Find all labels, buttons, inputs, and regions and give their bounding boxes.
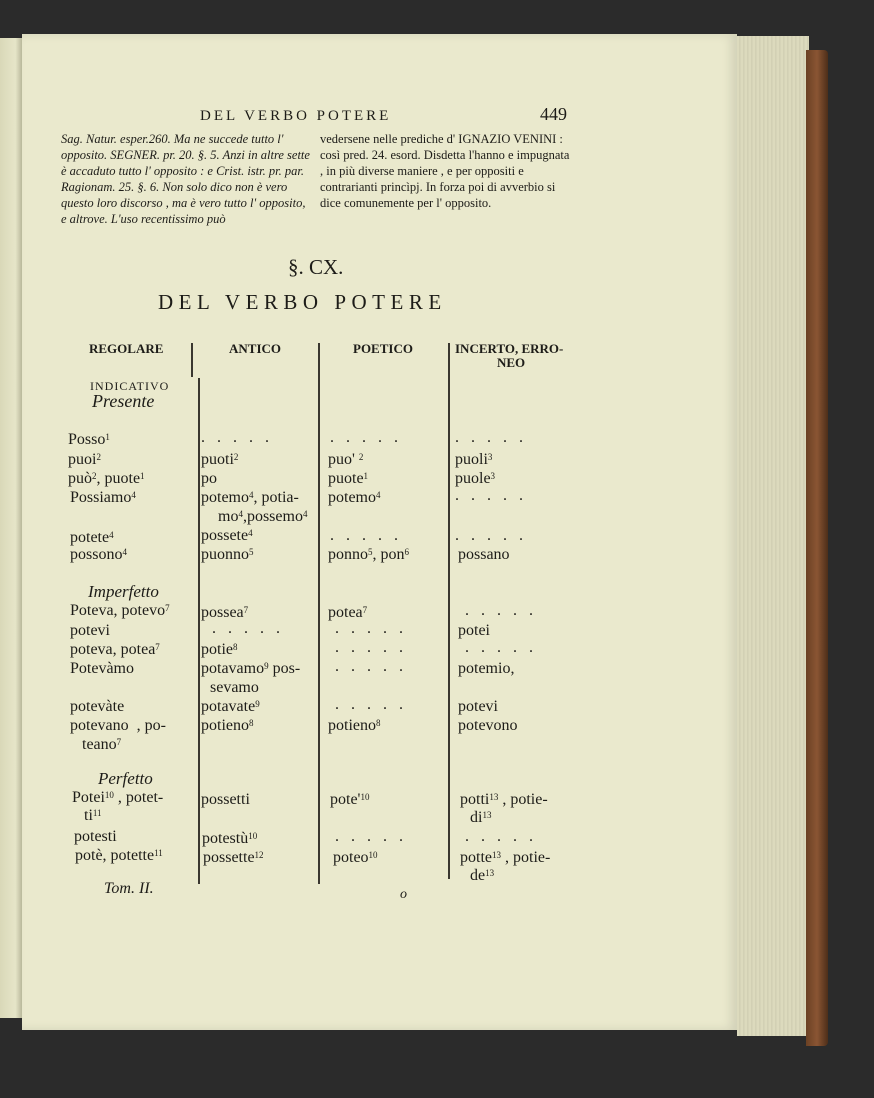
cell: Potevàmo [70,660,134,677]
cell: potevano , po- [70,717,166,734]
running-head: DEL VERBO POTERE [200,108,392,124]
rule-3 [448,343,450,879]
cell: Poteva, potevo$^7$ [70,602,170,619]
rule-1b [198,378,200,884]
section-title: DEL VERBO POTERE [158,290,447,314]
cell: $ti^{11}$ [84,807,102,824]
cell: puole$^3$ [455,470,496,487]
cell: potieno$^8$ [201,717,254,734]
dots: . . . . . [212,620,284,637]
dots: . . . . . [330,527,402,544]
cell-possof: Posso$^1$ [68,431,110,448]
cell: può$^2$, puote$^1$ [68,470,145,487]
dots: . . . . . [335,620,407,637]
cell: potesti [74,828,117,845]
footnote-left: Sag. Natur. esper.260. Ma ne succede tutto l' opposito. SEGNER. pr. 20. §. 5. Anzi in altre sette è accaduto tutto l' opposito : e Crist. istr. pr. par. Ragionam. 25. §. 6. Non solo dico non è vero questo loro discorso , ma è vero tutto l' opposito, e altrove. L'uso recentissimo può [61,132,310,226]
page-edge-stack [737,36,809,1036]
cell: puoti$^2$ [201,451,239,468]
cell: potieno$^8$ [328,717,381,734]
tense-presente: Presente [92,391,155,411]
cell: puote$^1$ [328,470,369,487]
cell: potavate$^9$ [201,698,260,715]
cell: $mo^4,possemo^4$ [218,508,308,525]
cell: $de^{13}$ [470,867,495,884]
cell: potete$^4$ [70,529,114,546]
cell: potè, potette$^{11}$ [75,847,163,864]
dots: . . . . . [335,639,407,656]
left-page-edge [0,38,22,1018]
cell: $pote'^{10}$ [330,791,370,808]
col-head-erroneo: NEO [497,355,526,370]
col-head-antico: ANTICO [229,341,282,356]
cell: possono$^4$ [70,546,127,563]
col-head-incerto: INCERTO, ERRO- [455,341,564,356]
cell: potemio, [458,660,515,677]
cell: possea$^7$ [201,604,249,621]
cell: potevàte [70,698,125,715]
cell: puoli$^3$ [455,451,493,468]
cell: potevono [458,717,518,734]
cell: sevamo [210,679,259,696]
cell: puonno$^5$ [201,546,254,563]
cell: potti$^{13}$ , potie- [460,791,548,808]
tense-perfetto: Perfetto [98,769,153,788]
cell: possette$^{12}$ [203,849,264,866]
dots: . . . . . [465,828,537,845]
footer-volume: Tom. II. [104,880,154,897]
dots: . . . . . [330,429,402,446]
cell: potevi [70,622,110,639]
cell: poteo$^{10}$ [333,849,378,866]
cell: po [201,470,217,487]
dots: . . . . . [455,527,527,544]
dots: . . . . . [335,658,407,675]
footer-signature: o [400,887,407,902]
dots: . . . . . [455,429,527,446]
tense-imperfetto: Imperfetto [88,582,159,601]
rule-1a [191,343,193,377]
cell: potte$^{13}$ , potie- [460,849,551,866]
dots: . . . . . [465,602,537,619]
col-head-regolare: REGOLARE [89,341,164,356]
cell: puoi$^2$ [68,451,101,468]
section-number: §. CX. [288,255,344,279]
cell: potevi [458,698,498,715]
cell: potie$^8$ [201,641,238,658]
cell: potestù$^{10}$ [202,830,258,847]
mood-label: INDICATIVO [90,379,170,393]
book-cover-edge [806,50,828,1046]
cell: puo' $^2$ [328,451,364,468]
cell: potavamo$^9$ pos- [201,660,301,677]
cell: Potei$^{10}$ , potet- [72,789,164,806]
cell: teano$^7$ [82,736,122,753]
cell: Possiamo$^4$ [70,489,136,506]
page-number: 449 [540,104,567,124]
dots: . . . . . [465,639,537,656]
cell: potemo$^4$ [328,489,381,506]
cell: $di^{13}$ [470,809,492,826]
cell: possete$^4$ [201,527,253,544]
rule-2 [318,343,320,884]
dots: . . . . . [335,696,407,713]
cell: potea$^7$ [328,604,368,621]
dots: . . . . . [455,487,527,504]
cell: potei [458,622,490,639]
cell: potemo$^4$, potia- [201,489,299,506]
col-head-poetico: POETICO [353,341,413,356]
dots: . . . . . [335,828,407,845]
cell: poteva, potea$^7$ [70,641,160,658]
dots: . . . . . [201,429,273,446]
cell: possano [458,546,510,563]
cell: possetti [201,791,250,808]
cell: ponno$^5$, pon$^6$ [328,546,409,563]
footnote-right: vedersene nelle prediche d' IGNAZIO VENINI : così pred. 24. esord. Disdetta l'hanno e impugnata , in più diverse maniere , e per oppositi e contrarianti princìpj. In forza poi di avverbio si dice comunemente per l' opposito. [320,132,570,210]
